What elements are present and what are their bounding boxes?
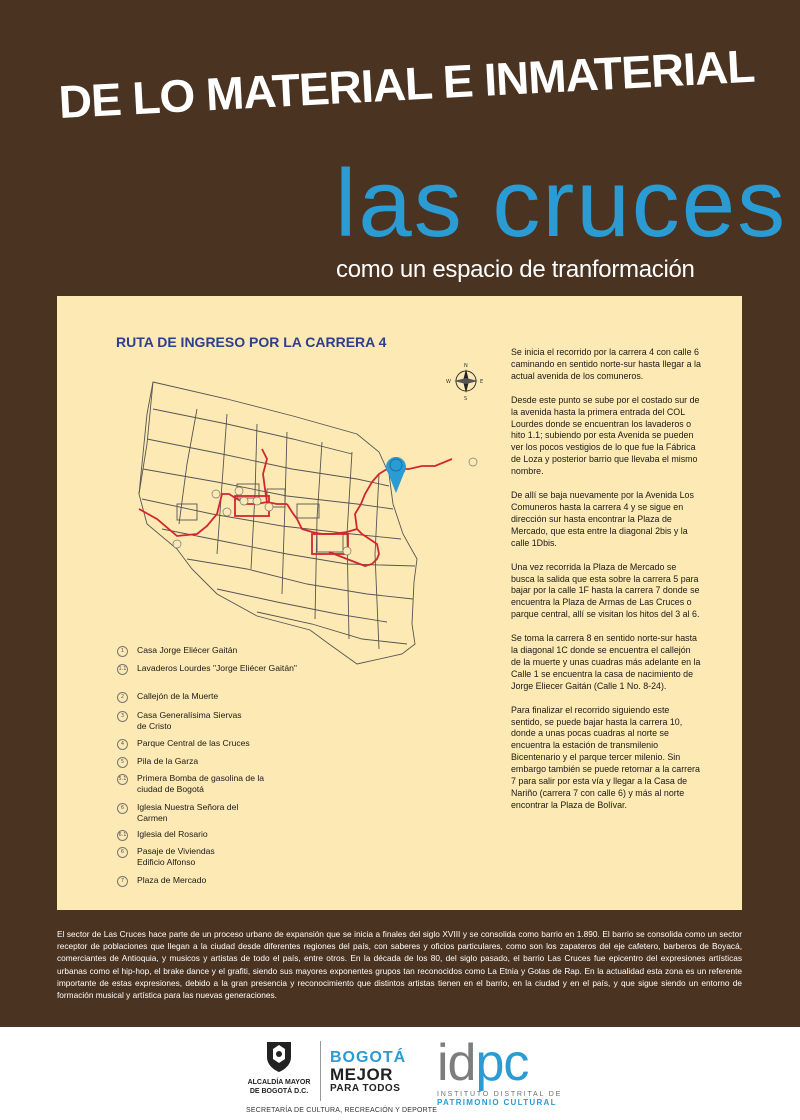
route-description	[511, 347, 701, 824]
legend-item	[117, 802, 267, 824]
logo-strip	[0, 1027, 800, 1120]
legend-item	[117, 738, 307, 750]
legend-number: 6.1	[117, 830, 128, 841]
route-paragraph: Una vez recorrida la Plaza de Mercado se busca la salida que esta sobre la carrera 5 para bajar por la calle 1F hasta la carrera 7 donde se encuentra la Plaza de Armas de Las Cruces o parque central, allí se visitan los hitos del 3 al 6.	[511, 561, 700, 620]
idpc-line2: PATRIMONIO CULTURAL	[437, 1098, 557, 1107]
legend-text: Plaza de Mercado	[137, 875, 207, 885]
legend-number: 5	[117, 757, 128, 768]
header-kicker	[48, 20, 756, 140]
map-hito-5-1	[253, 497, 261, 505]
legend-item	[117, 773, 272, 795]
route-paragraph: Desde este punto se sube por el costado sur de la avenida hasta la primera entrada del COL Lourdes donde se encuentran los lavaderos o hito 1.1; subiendo por esta Avenida se pueden ver los pocos vestigios de lo que fue la Fábrica de Loza y posterior barrio que llevaba el mismo nombre.	[511, 394, 700, 477]
idpc-id: id	[437, 1034, 476, 1092]
legend-text: Iglesia del Rosario	[137, 829, 208, 839]
legend-item	[117, 663, 307, 675]
legend-text: Pasaje de Viviendas Edificio Alfonso	[137, 846, 215, 867]
map-blocks	[139, 382, 417, 664]
map-hito-4	[235, 487, 243, 495]
bmpt-line3: PARA TODOS	[330, 1083, 401, 1094]
legend-number: 6	[117, 847, 128, 858]
kicker-text: De lo materIal e InmaterIal	[57, 39, 756, 129]
coat-of-arms-icon	[264, 1039, 294, 1073]
route-paragraph: Se inicia el recorrido por la carrera 4 con calle 6 caminando en sentido norte-sur hasta llegar a la actual avenida de los comuneros.	[511, 347, 701, 381]
compass-w: W	[446, 379, 451, 385]
bogota-mejor-logo	[330, 1049, 406, 1094]
route-panel	[57, 296, 742, 910]
route-map	[117, 354, 497, 694]
legend-item	[117, 645, 307, 657]
legend-item	[117, 829, 307, 841]
alcaldia-line2: DE BOGOTÁ D.C.	[249, 1088, 309, 1095]
page-title	[335, 148, 788, 257]
map-hito-2	[173, 540, 181, 548]
route-paragraph: De allí se baja nuevamente por la Avenida Los Comuneros hasta la carrera 4 y se sigue en dirección sur hasta encontrar la Plaza de Mercado, que esta entre la diagonal 2bis y la calle 1Dbis.	[511, 490, 694, 548]
title-text: Las Cruces	[335, 150, 788, 257]
secretaria-text: SECRETARÍA DE CULTURA, RECREACIÓN Y DEPORTE	[246, 1107, 438, 1114]
legend-text: Casa Jorge Eliécer Gaitán	[137, 645, 238, 655]
bmpt-line2: MEJOR	[330, 1065, 393, 1084]
legend-item	[117, 875, 307, 887]
alcaldia-logo	[240, 1039, 318, 1115]
legend-text: Callejón de la Muerte	[137, 691, 219, 701]
legend-number: 1	[117, 646, 128, 657]
legend-text: Pila de la Garza	[137, 756, 199, 766]
map-hito-5	[240, 497, 248, 505]
map-hito-6	[223, 508, 231, 516]
legend-number: 1.1	[117, 664, 128, 675]
legend-text: Primera Bomba de gasolina de la ciudad de Bogotá	[137, 773, 265, 794]
route-title: RUTA DE INGRESO POR LA CARRERA 4	[116, 334, 387, 350]
idpc-pc: pc	[475, 1034, 529, 1092]
legend-item	[117, 691, 307, 703]
alcaldia-line1: ALCALDÍA MAYOR	[247, 1079, 311, 1086]
legend-item	[117, 846, 237, 868]
legend-number: 2	[117, 692, 128, 703]
compass-icon	[446, 363, 483, 402]
legend-text: Lavaderos Lourdes "Jorge Eliécer Gaitán"	[137, 663, 297, 673]
compass-e: E	[480, 379, 484, 385]
page-subtitle: como un espacio de tranformación	[336, 256, 695, 283]
idpc-line1: INSTITUTO DISTRITAL DE	[437, 1091, 563, 1098]
legend-text: Parque Central de las Cruces	[137, 738, 250, 748]
legend-item	[117, 710, 247, 732]
legend-text: Casa Generalísima Siervas de Cristo	[137, 710, 242, 731]
history-paragraph: El sector de Las Cruces hace parte de un proceso urbano de expansión que se inicia a finales del siglo XVIII y se consolida como barrio en 1.890. El barrio se consolida como un sector receptor de poblaciones que llegan a la ciudad desde diferentes regiones del país, con saberes y oficios particulares, como son los zapateros del eje cafetero, barberos de Boyacá, comerciantes de Antioquia, y musicos y artistas de todo el país, entre otros. En la década de los 80, del siglo pasado, el barrio Las Cruces fue epicentro del expresiones artísticas urbanas como el hip-hop, el brake dance y el grafiti, siendo sus mayores exponentes grupos tan reconocidos como La Etnia y Gotas de Rap. En la actualidad esta zona es un referente importante de estas expresiones, debido a la gran presencia y reconocimiento que distintos artistas tienen en el barrio, en la ciudad y en el país, y que sigue siendo un entorno de formación musical y artística para las nuevas generaciones.	[57, 929, 742, 1001]
route-paragraph: Para finalizar el recorrido siguiendo este sentido, se puede bajar hasta la carrera 10, donde a unas pocas cuadras al norte se encuentra la estación de transmilenio Bicentenario y el parque tercer milenio. Sin embargo también se puede retornar a la carrera 7 para salir por esta vía y llegar a la Casa de Nariño (carrera 7 con calle 6) y más al norte encontrar la Plaza de Bolívar.	[511, 704, 700, 810]
legend-number: 3	[117, 711, 128, 722]
legend-text: Iglesia Nuestra Señora del Carmen	[137, 802, 239, 823]
compass-n: N	[464, 363, 468, 369]
map-hito-1-1	[469, 458, 477, 466]
legend-number: 5.1	[117, 774, 128, 785]
logo-divider	[320, 1041, 321, 1101]
idpc-logo	[437, 1033, 562, 1107]
map-hito-3	[212, 490, 220, 498]
route-paragraph: Se toma la carrera 8 en sentido norte-sur hasta la diagonal 1C donde se encuentra el callejón de la muerte y unas cuadras más adelante en la Calle 1 se encuentra la casa de nacimiento de Jorge Eliecer Gaitán (Calle 1 No. 8-24).	[511, 633, 701, 691]
legend-number: 7	[117, 876, 128, 887]
compass-s: S	[464, 396, 468, 402]
legend-number: 4	[117, 739, 128, 750]
map-hito-7	[343, 547, 351, 555]
bmpt-line1: BOGOTÁ	[330, 1049, 407, 1066]
legend-item	[117, 756, 307, 768]
map-hito-6-1	[265, 503, 273, 511]
legend-number: 6	[117, 803, 128, 814]
